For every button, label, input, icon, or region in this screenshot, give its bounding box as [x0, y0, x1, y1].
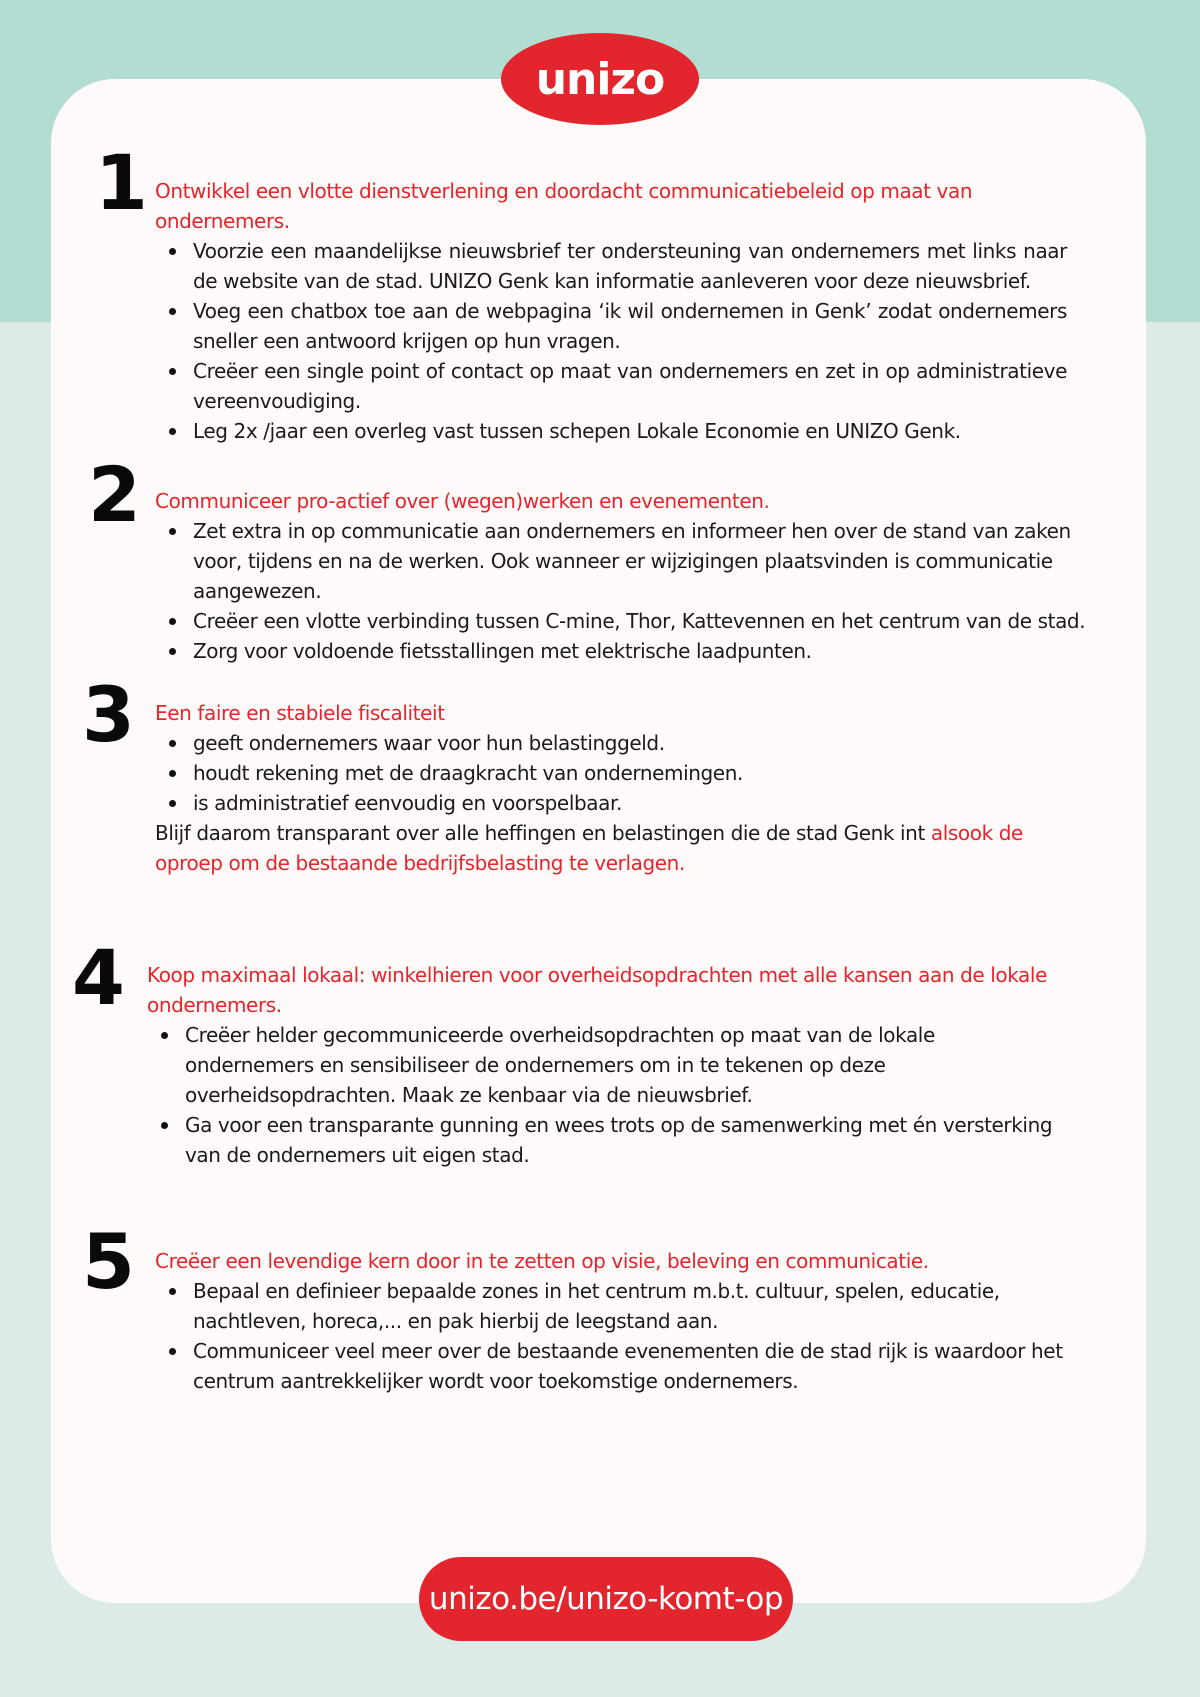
section-4 — [147, 960, 1067, 1170]
section-4-heading: Koop maximaal lokaal: winkelhieren voor overheidsopdrachten met alle kansen aan de lokale ondernemers. — [147, 963, 1047, 1017]
section-number-4: 4 — [72, 933, 125, 1022]
list-item: Voeg een chatbox toe aan de webpagina ‘ik wil ondernemen in Genk’ zodat ondernemers sneller een antwoord krijgen op hun vragen. — [193, 296, 1067, 356]
section-4-list — [147, 1020, 1067, 1170]
unizo-logo: unizo — [501, 33, 699, 125]
section-2 — [155, 486, 1090, 666]
list-item: geeft ondernemers waar voor hun belastinggeld. — [193, 728, 1075, 758]
list-item: is administratief eenvoudig en voorspelbaar. — [193, 788, 1075, 818]
section-number-3: 3 — [82, 670, 135, 759]
section-2-heading: Communiceer pro-actief over (wegen)werken en evenementen. — [155, 489, 770, 513]
section-3 — [155, 698, 1075, 878]
section-3-closing — [155, 818, 1075, 878]
list-item: Communiceer veel meer over de bestaande evenementen die de stad rijk is waardoor het centrum aantrekkelijker wordt voor toekomstige ondernemers. — [193, 1336, 1090, 1396]
section-5-list — [155, 1276, 1090, 1396]
section-3-heading: Een faire en stabiele fiscaliteit — [155, 701, 445, 725]
section-2-list — [155, 516, 1090, 666]
section-1-heading: Ontwikkel een vlotte dienstverlening en doordacht communicatiebeleid op maat van ondernemers. — [155, 179, 973, 233]
section-number-5: 5 — [82, 1217, 135, 1306]
section-5 — [155, 1246, 1090, 1396]
list-item: Leg 2x /jaar een overleg vast tussen schepen Lokale Economie en UNIZO Genk. — [193, 416, 1067, 446]
list-item: Zet extra in op communicatie aan ondernemers en informeer hen over de stand van zaken voor, tijdens en na de werken. Ook wanneer er wijzigingen plaatsvinden is communicatie aangewezen. — [193, 516, 1090, 606]
list-item: Creëer een single point of contact op maat van ondernemers en zet in op administratieve vereenvoudiging. — [193, 356, 1067, 416]
list-item: Bepaal en definieer bepaalde zones in het centrum m.b.t. cultuur, spelen, educatie, nachtleven, horeca,... en pak hierbij de leegstand aan. — [193, 1276, 1090, 1336]
section-5-heading: Creëer een levendige kern door in te zetten op visie, beleving en communicatie. — [155, 1249, 929, 1273]
section-number-2: 2 — [88, 450, 141, 539]
list-item: Creëer een vlotte verbinding tussen C-mine, Thor, Kattevennen en het centrum van de stad. — [193, 606, 1090, 636]
section-number-1: 1 — [95, 138, 148, 227]
list-item: Creëer helder gecommuniceerde overheidsopdrachten op maat van de lokale ondernemers en sensibiliseer de ondernemers om in te tekenen op deze overheidsopdrachten. Maak ze kenbaar via de nieuwsbrief. — [185, 1020, 1067, 1110]
section-1-list — [155, 236, 1067, 446]
list-item: houdt rekening met de draagkracht van ondernemingen. — [193, 758, 1075, 788]
list-item: Ga voor een transparante gunning en wees trots op de samenwerking met én versterking van de ondernemers uit eigen stad. — [185, 1110, 1067, 1170]
list-item: Zorg voor voldoende fietsstallingen met elektrische laadpunten. — [193, 636, 1090, 666]
section-1 — [155, 176, 1067, 446]
closing-text: Blijf daarom transparant over alle heffingen en belastingen die de stad Genk int — [155, 821, 931, 845]
list-item: Voorzie een maandelijkse nieuwsbrief ter ondersteuning van ondernemers met links naar de website van de stad. UNIZO Genk kan informatie aanleveren voor deze nieuwsbrief. — [193, 236, 1067, 296]
section-3-list — [155, 728, 1075, 818]
footer-url-link[interactable]: unizo.be/unizo-komt-op — [419, 1557, 793, 1641]
closing-highlight: alsook de oproep om de bestaande bedrijfsbelasting te verlagen. — [155, 821, 1023, 875]
